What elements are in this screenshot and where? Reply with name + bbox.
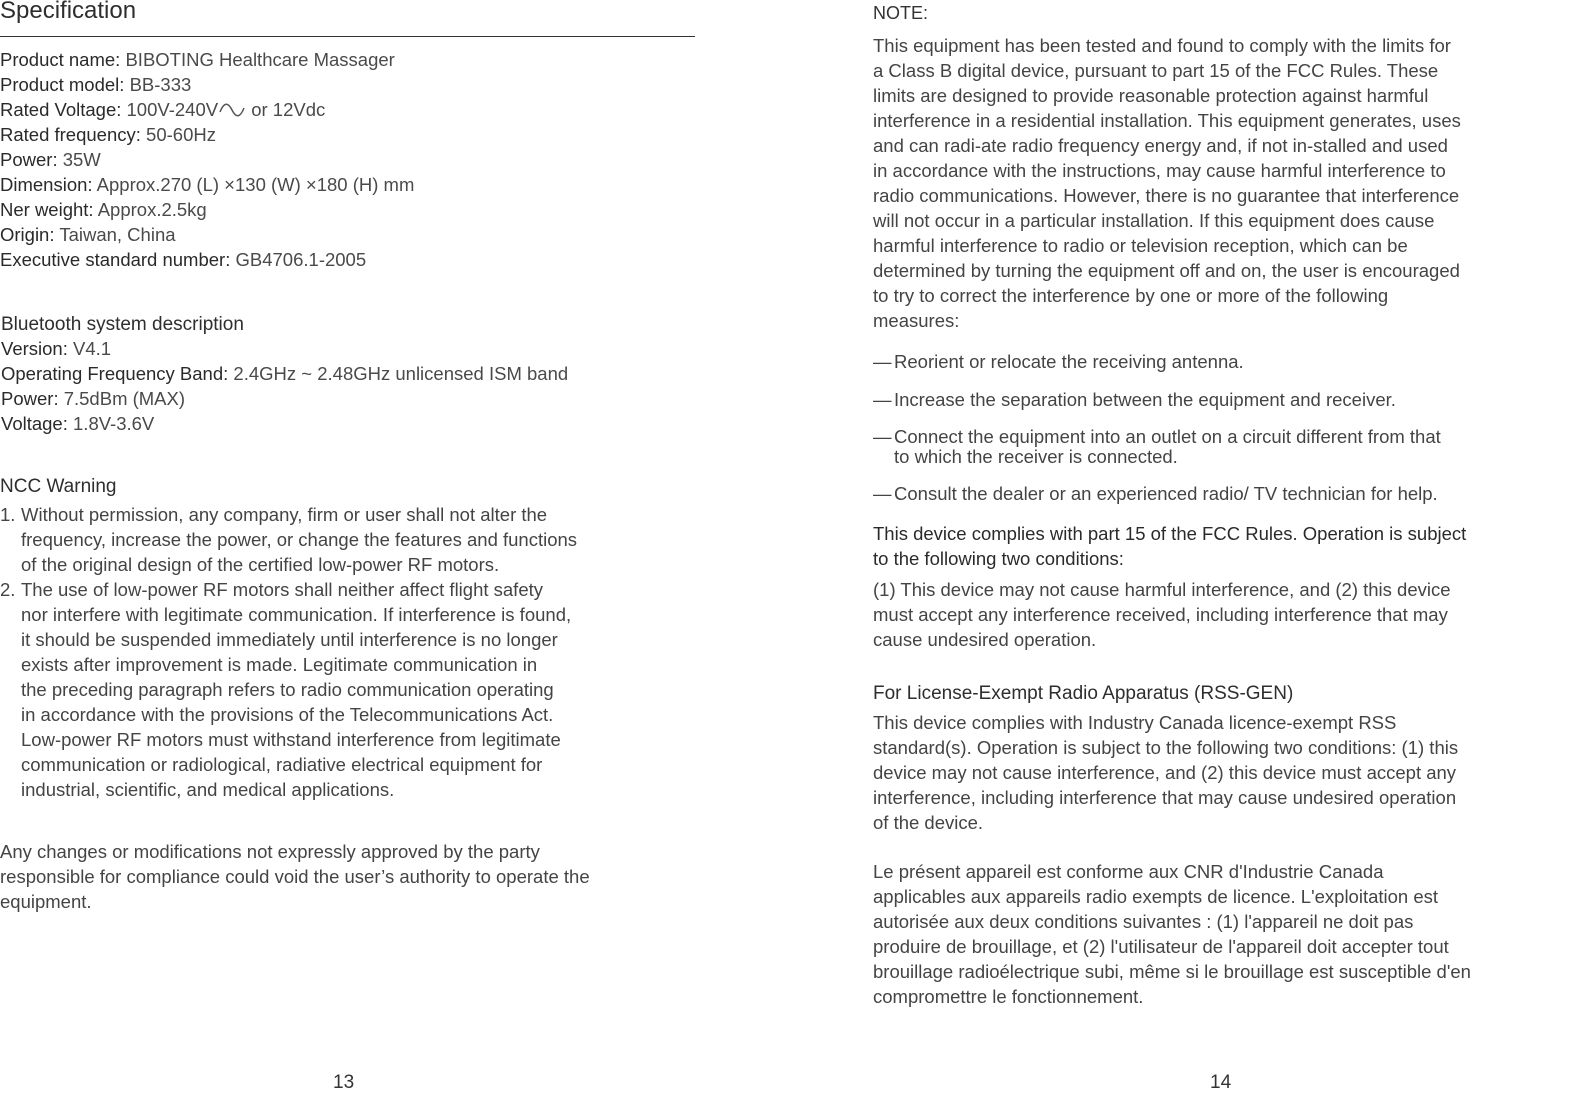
spec-value: Taiwan, China xyxy=(59,224,176,245)
spec-label: Rated frequency: xyxy=(0,124,141,145)
spec-label: Product model: xyxy=(0,74,125,95)
page-number-right: 14 xyxy=(1210,1072,1232,1093)
bluetooth-row-voltage xyxy=(1,411,568,436)
spec-value: 50-60Hz xyxy=(146,124,216,145)
page-number-left: 13 xyxy=(333,1072,355,1093)
spec-row-rated-frequency xyxy=(0,122,414,147)
measure-item xyxy=(873,483,1569,505)
bluetooth-row-power xyxy=(1,386,568,411)
french-text: Le présent appareil est conforme aux CNR d'Industrie Canada applicables aux appareils radio exempts de licence. L'exploitation est autorisée aux deux conditions suivantes : (1) l'appareil ne doit pas produire de brouillage, et (2) l'utilisateur de l'appareil doit accepter tout brouillage radioélectrique subi, même si le brouillage est susceptible d'en compromettre le fonctionnement. xyxy=(873,861,1471,1007)
spec-value: 100V-240V xyxy=(126,99,219,120)
dash-icon: — xyxy=(873,351,892,372)
ncc-item-text: Without permission, any company, firm or user shall not alter the frequency, increase the power, or change the features and functions of the original design of the certified low-power RF motors. xyxy=(21,504,578,575)
ncc-item-number: 2. xyxy=(0,579,16,600)
dash-icon: — xyxy=(873,426,892,447)
page-title: Specification xyxy=(0,0,137,24)
spec-label: Version: xyxy=(1,338,68,359)
ncc-item-text: The use of low-power RF motors shall neither affect flight safety nor interfere with legitimate communication. If interference is found, it should be suspended immediately until interference is no longer exists after improvement is made. Legitimate communication in the preceding paragraph refers to radio communication operating in accordance with the provisions of the Telecommunications Act. Low-power RF motors must withstand interference from legitimate communication or radiological, radiative electrical equipment for industrial, scientific, and medical applications. xyxy=(21,579,572,800)
spec-label: Dimension: xyxy=(0,174,93,195)
note-label: NOTE: xyxy=(873,3,929,23)
spec-value: BIBOTING Healthcare Massager xyxy=(125,49,395,70)
spec-label: Power: xyxy=(1,388,59,409)
ac-symbol-icon xyxy=(218,102,246,118)
spec-label: Voltage: xyxy=(1,413,68,434)
changes-warning: Any changes or modifications not expressly approved by the party responsible for compliance could void the user’s authority to operate the equipment. xyxy=(0,841,590,912)
spec-value: BB-333 xyxy=(129,74,192,95)
measure-text: Increase the separation between the equipment and receiver. xyxy=(894,389,1396,410)
spec-label: Product name: xyxy=(0,49,121,70)
measure-item xyxy=(873,427,1569,467)
spec-row-origin xyxy=(0,222,414,247)
spec-label: Rated Voltage: xyxy=(0,99,122,120)
spec-label: Executive standard number: xyxy=(0,249,231,270)
spec-value: Approx.270 (L) ×130 (W) ×180 (H) mm xyxy=(96,174,415,195)
title-divider xyxy=(0,36,695,37)
spec-row-dimension xyxy=(0,172,414,197)
bluetooth-list xyxy=(1,336,568,436)
spec-row-power xyxy=(0,147,414,172)
spec-value: 35W xyxy=(62,149,101,170)
ncc-heading: NCC Warning xyxy=(0,476,117,497)
spec-value: Approx.2.5kg xyxy=(97,199,207,220)
ncc-item xyxy=(0,577,700,802)
spec-list xyxy=(0,47,414,272)
fcc-note-text: This equipment has been tested and found to comply with the limits for a Class B digital device, pursuant to part 15 of the FCC Rules. These limits are designed to provide reasonable protection against harmful interference in a residential installation. This equipment generates, uses and can radi-ate radio frequency energy and, if not in-stalled and used in accordance with the instructions, may cause harmful interference to radio communications. However, there is no guarantee that interference will not occur in a particular installation. If this equipment does cause harmful interference to radio or television reception, which can be determined by turning the equipment off and on, the user is encouraged to try to correct the interference by one or more of the following measures: xyxy=(873,35,1461,331)
dash-icon: — xyxy=(873,483,892,504)
spec-value: 2.4GHz ~ 2.48GHz unlicensed ISM band xyxy=(233,363,569,384)
spec-value: 7.5dBm (MAX) xyxy=(63,388,186,409)
measure-text: Consult the dealer or an experienced radio/ TV technician for help. xyxy=(894,483,1438,504)
ncc-list xyxy=(0,502,700,802)
measure-item xyxy=(873,351,1569,373)
rss-text: This device complies with Industry Canada licence-exempt RSS standard(s). Operation is subject to the following two conditions: (1) this device may not cause interference, and (2) this device must accept any interference, including interference that may cause undesired operation of the device. xyxy=(873,712,1459,833)
dash-icon: — xyxy=(873,389,892,410)
measure-item xyxy=(873,389,1569,411)
spec-row-net-weight xyxy=(0,197,414,222)
measures-list xyxy=(873,351,1569,505)
spec-label: Ner weight: xyxy=(0,199,94,220)
ncc-item-number: 1. xyxy=(0,504,16,525)
fcc-compliance-statement: This device complies with part 15 of the FCC Rules. Operation is subject to the following two conditions: xyxy=(873,523,1467,569)
spec-label: Operating Frequency Band: xyxy=(1,363,229,384)
spec-label: Power: xyxy=(0,149,58,170)
bluetooth-row-version xyxy=(1,336,568,361)
spec-value: 1.8V-3.6V xyxy=(73,413,155,434)
bluetooth-row-frequency-band xyxy=(1,361,568,386)
measure-text: Connect the equipment into an outlet on a circuit different from that to which the receiver is connected. xyxy=(894,426,1441,467)
spec-row-product-model xyxy=(0,72,414,97)
spec-label: Origin: xyxy=(0,224,55,245)
fcc-conditions: (1) This device may not cause harmful interference, and (2) this device must accept any interference received, including interference that may cause undesired operation. xyxy=(873,579,1451,650)
spec-row-product-name xyxy=(0,47,414,72)
ncc-item xyxy=(0,502,700,577)
bluetooth-heading: Bluetooth system description xyxy=(1,314,244,335)
spec-row-executive-standard xyxy=(0,247,414,272)
measure-text: Reorient or relocate the receiving antenna. xyxy=(894,351,1244,372)
spec-row-rated-voltage xyxy=(0,97,414,122)
spec-value: GB4706.1-2005 xyxy=(235,249,367,270)
spec-value: V4.1 xyxy=(73,338,112,359)
rss-heading: For License-Exempt Radio Apparatus (RSS-GEN) xyxy=(873,683,1294,704)
spec-value-suffix: or 12Vdc xyxy=(251,99,326,120)
